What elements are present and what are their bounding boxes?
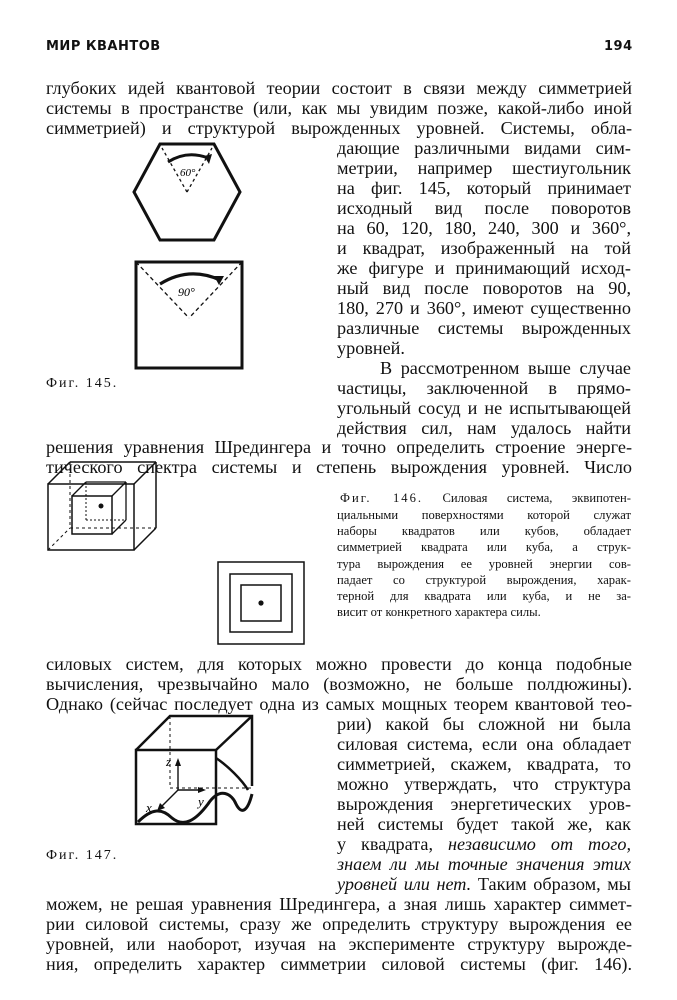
figure-146-caption-line: висит от конкретного характера силы.: [337, 605, 541, 619]
text-line: частицы, заключенной в прямо-: [337, 378, 631, 398]
figure-146-caption-line: циальными поверхностями которой служат: [337, 508, 631, 522]
figure-147-label: [46, 848, 118, 864]
figure-146-caption-line: [340, 490, 631, 506]
text-line: симметрией) и структурой вырожденных уровней. Системы, обла-: [46, 118, 632, 138]
text-line: уровней, или наоборот, изучая на эксперименте структуру вырожде-: [46, 934, 632, 954]
text-line: исходный вид после поворотов: [337, 198, 631, 218]
text-line: рии силовой системы, сразу же определить структуру вырождения ее: [46, 914, 632, 934]
text-line: глубоких идей квантовой теории состоит в связи между симметрией: [46, 78, 632, 98]
figure-146-label: Фиг. 146.: [340, 491, 424, 505]
text-line: дающие различными видами сим-: [337, 138, 631, 158]
italic-text: независимо от того,: [448, 834, 631, 854]
figure-label-text: Фиг. 145.: [46, 376, 119, 391]
figure-145-label: [46, 376, 118, 392]
text-line: Однако (сейчас последует одна из самых мощных теорем квантовой тео-: [46, 694, 632, 714]
text-line: рии) какой бы сложной ни была: [337, 714, 631, 734]
figure-146-caption-line: терной для квадрата или куба, и не за-: [337, 589, 631, 603]
text-line: метрии, например шестиугольник: [337, 158, 631, 178]
figure-label-text: Фиг. 147.: [46, 848, 119, 863]
figure-146-caption-line: тура вырождения ее уровней энергии сов-: [337, 557, 631, 571]
text-line: [337, 875, 631, 895]
text-span: у квадрата,: [337, 834, 434, 854]
text-span: Таким образом, мы: [477, 874, 632, 894]
text-line: вычисления, чрезвычайно мало (возможно, не больше полдюжины).: [46, 674, 632, 694]
italic-text: уровней или нет.: [337, 874, 472, 894]
figure-145-hexagon: [132, 140, 242, 245]
text-line: силовых систем, для которых можно провести до конца подобные: [46, 654, 632, 674]
text-line: ней системы будет такой же, как: [337, 814, 631, 834]
text-line: на фиг. 145, который принимает: [337, 178, 631, 198]
text-line: ния, определить характер симметрии силовой системы (фиг. 146).: [46, 954, 632, 974]
text-line: действия сил, нам удалось найти: [337, 418, 631, 438]
figure-146-cube: [46, 460, 158, 552]
axis-x-label: x: [146, 800, 152, 815]
figure-146-caption-line: симметрией квадрата или куба, а струк-: [337, 540, 631, 554]
text-line: системы в пространстве (или, как мы увидим позже, какой-либо иной: [46, 98, 632, 118]
text-line: 180, 270 и 360°, имеют существенно: [337, 298, 631, 318]
text-line: различные системы вырожденных: [337, 318, 631, 338]
text-line: решения уравнения Шредингера и точно определить строение энерге-: [46, 437, 632, 457]
italic-text-line: знаем ли мы точные значения этих: [337, 854, 631, 874]
text-line: В рассмотренном выше случае: [380, 358, 631, 378]
text-line: вырождения энергетических уров-: [337, 794, 631, 814]
text-line: угольный сосуд и не испытывающей: [337, 398, 631, 418]
caption-text: Силовая система, эквипотен-: [442, 491, 631, 505]
text-line: [337, 835, 631, 855]
text-line: же фигуре и принимающий исход-: [337, 258, 631, 278]
text-line: можно утверждать, что структура: [337, 774, 631, 794]
text-line: можем, не решая уравнения Шредингера, а зная лишь характер симмет-: [46, 894, 632, 914]
figure-146-caption-line: наборы квадратов или кубов, обладает: [337, 524, 631, 538]
axis-z-label: z: [166, 754, 172, 769]
figure-145-square: [134, 258, 244, 370]
text-line: тического спектра системы и степень вырождения уровней. Число: [46, 457, 632, 477]
text-line: на 60, 120, 180, 240, 300 и 360°,: [337, 218, 631, 238]
axis-y-label: y: [198, 794, 204, 809]
text-line: силовая система, если она обладает: [337, 734, 631, 754]
figure-146-squares: [216, 560, 306, 646]
text-line: уровней.: [337, 338, 405, 358]
running-title: МИР КВАНТОВ: [46, 39, 161, 54]
text-line: ный вид после поворотов на 90,: [337, 278, 631, 298]
hexagon-angle-label: 60°: [180, 167, 196, 179]
page-number: 194: [604, 39, 633, 54]
square-angle-label: 90°: [178, 285, 195, 299]
text-line: и квадрат, изображенный на той: [337, 238, 631, 258]
figure-147-box: [132, 714, 262, 832]
figure-146-caption-line: падает со структурой вырождения, харак-: [337, 573, 631, 587]
text-line: симметрией, скажем, квадрата, то: [337, 754, 631, 774]
